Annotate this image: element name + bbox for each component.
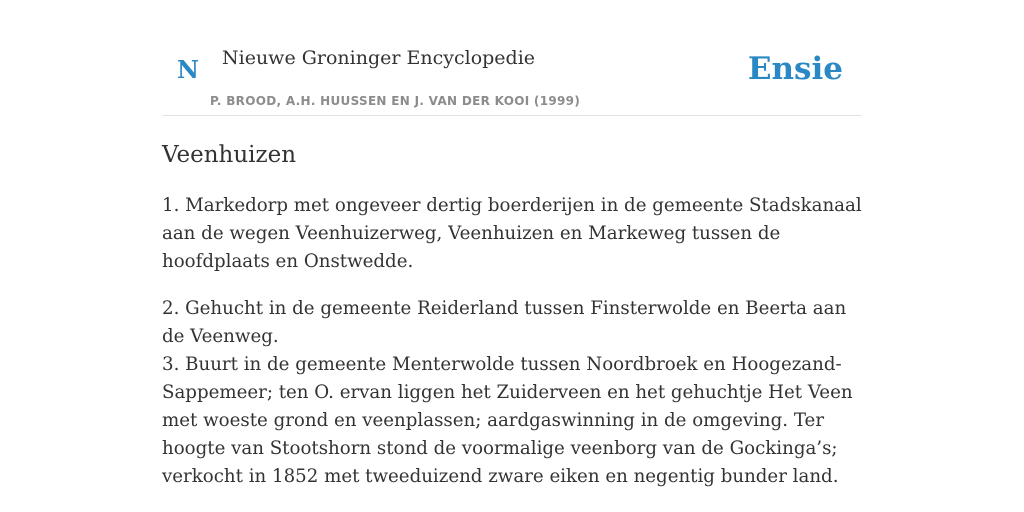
entry-paragraph-2: 2. Gehucht in de gemeente Reiderland tussen Finsterwolde en Beerta aan de Veenweg. xyxy=(162,298,847,347)
ensie-logo[interactable]: Ensie xyxy=(747,51,843,87)
book-title[interactable]: Nieuwe Groninger Encyclopedie xyxy=(222,47,536,69)
entry-title: Veenhuizen xyxy=(162,142,297,168)
entry-paragraph-1: 1. Markedorp met ongeveer dertig boerderijen in de gemeente Stadskanaal aan de wegen Veenhuizerweg, Veenhuizen en Markeweg tussen de hoofdplaats en Onstwedde. xyxy=(162,195,862,272)
book-header xyxy=(162,0,862,116)
book-authors: P. BROOD, A.H. HUUSSEN EN J. VAN DER KOOI (1999) xyxy=(210,94,581,108)
entry-paragraph-3: 3. Buurt in de gemeente Menterwolde tussen Noordbroek en Hoogezand-Sappemeer; ten O. ervan liggen het Zuiderveen en het gehuchtje Het Veen met woeste grond en veenplassen; aardgaswinning in de omgeving. Ter hoogte van Stootshorn stond de voormalige veenborg van de Gockinga’s; verkocht in 1852 met tweeduizend zware eiken en negentig bunder land. xyxy=(162,354,853,487)
entry-body xyxy=(162,192,862,491)
page-container xyxy=(162,0,862,487)
book-letter-icon[interactable]: N xyxy=(177,55,199,84)
